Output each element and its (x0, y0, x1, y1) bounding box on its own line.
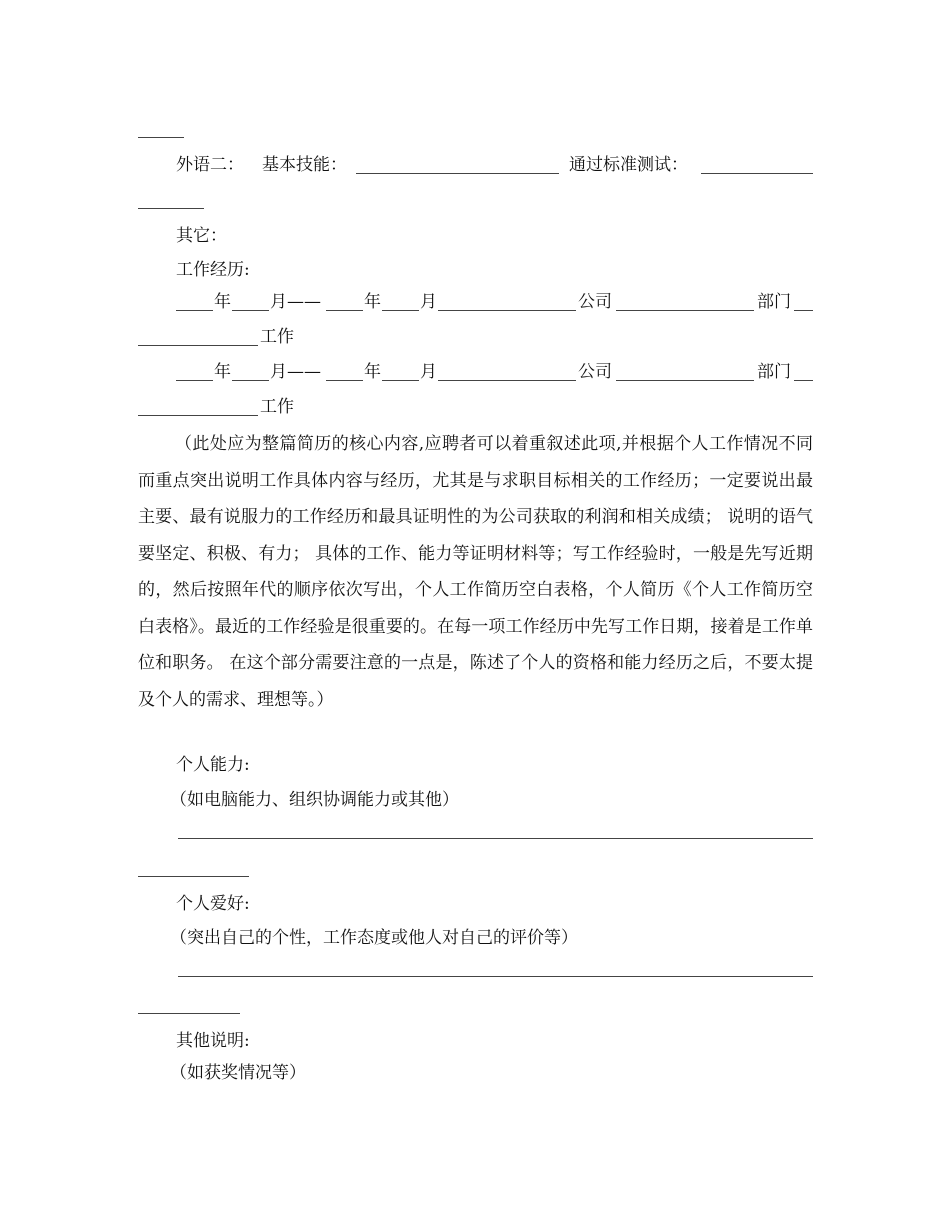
entry1-end-month-blank[interactable] (382, 310, 419, 311)
entry2-start-month-blank[interactable] (232, 380, 269, 381)
basic-skills-label: 基本技能： (262, 155, 347, 175)
entry2-department-blank[interactable] (616, 380, 754, 381)
entry1-department-blank-tail[interactable] (794, 310, 813, 311)
entry2-department: 部门 (757, 362, 791, 382)
hobbies-blank-cont[interactable] (138, 1013, 240, 1014)
entry2-department-blank-tail[interactable] (794, 380, 813, 381)
entry1-company: 公司 (578, 292, 612, 312)
personal-ability-hint: （如电脑能力、组织协调能力或其他） (170, 790, 459, 810)
standard-test-blank-cont[interactable] (138, 208, 204, 209)
basic-skills-blank[interactable] (356, 173, 559, 174)
entry2-year2: 年 (364, 362, 381, 382)
entry1-company-blank[interactable] (438, 310, 576, 311)
entry2-month2: 月 (420, 362, 437, 382)
entry1-start-year-blank[interactable] (176, 310, 213, 311)
entry1-department-blank[interactable] (616, 310, 754, 311)
other-notes-hint: （如获奖情况等） (170, 1063, 306, 1083)
foreign-language-2-row (176, 154, 347, 176)
hobbies-title: 个人爱好: (176, 894, 250, 914)
entry2-start-year-blank[interactable] (176, 380, 213, 381)
entry1-job-blank[interactable] (138, 345, 258, 346)
entry2-company-blank[interactable] (438, 380, 576, 381)
entry1-start-month-blank[interactable] (232, 310, 269, 311)
entry2-end-month-blank[interactable] (382, 380, 419, 381)
other-notes-title: 其他说明: (176, 1031, 250, 1051)
entry1-job: 工作 (260, 327, 294, 347)
entry2-company: 公司 (578, 362, 612, 382)
other-label: 其它： (176, 226, 227, 246)
entry2-job-blank[interactable] (138, 415, 258, 416)
entry1-year1: 年 (214, 292, 231, 312)
standard-test-label: 通过标准测试： (569, 155, 688, 175)
entry1-month1: 月—— (270, 292, 321, 312)
entry2-job: 工作 (260, 397, 294, 417)
blank-line-continued (138, 137, 184, 138)
foreign-language-2-label: 外语二： (176, 155, 244, 175)
work-experience-title: 工作经历: (176, 260, 250, 280)
entry2-end-year-blank[interactable] (326, 380, 363, 381)
entry1-end-year-blank[interactable] (326, 310, 363, 311)
hobbies-blank[interactable] (178, 976, 813, 977)
work-experience-note: （此处应为整篇简历的核心内容,应聘者可以着重叙述此项,并根据个人工作情况不同而重点突出说明工作具体内容与经历，尤其是与求职目标相关的工作经历；一定要说出最主要、最有说服力的工作经历和最具证明性的为公司获取的利润和相关成绩； 说明的语气要坚定、积极、有力； 具体的工作、能力等证明材料等；写工作经验时，一般是先写近期的，然后按照年代的顺序依次写出，个人工作简历空白表格，个人简历《个人工作简历空白表格》。最近的工作经验是很重要的。在每一项工作经历中先写工作日期，接着是工作单位和职务。 在这个部分需要注意的一点是，陈述了个人的资格和能力经历之后，不要太提及个人的需求、理想等。） (138, 434, 813, 710)
personal-ability-blank[interactable] (178, 838, 813, 839)
entry1-department: 部门 (757, 292, 791, 312)
personal-ability-title: 个人能力: (176, 755, 250, 775)
standard-test-blank[interactable] (701, 173, 813, 174)
entry2-month1: 月—— (270, 362, 321, 382)
entry1-month2: 月 (420, 292, 437, 312)
entry2-year1: 年 (214, 362, 231, 382)
personal-ability-blank-cont[interactable] (138, 876, 249, 877)
hobbies-hint: （突出自己的个性，工作态度或他人对自己的评价等） (170, 928, 578, 948)
entry1-year2: 年 (364, 292, 381, 312)
